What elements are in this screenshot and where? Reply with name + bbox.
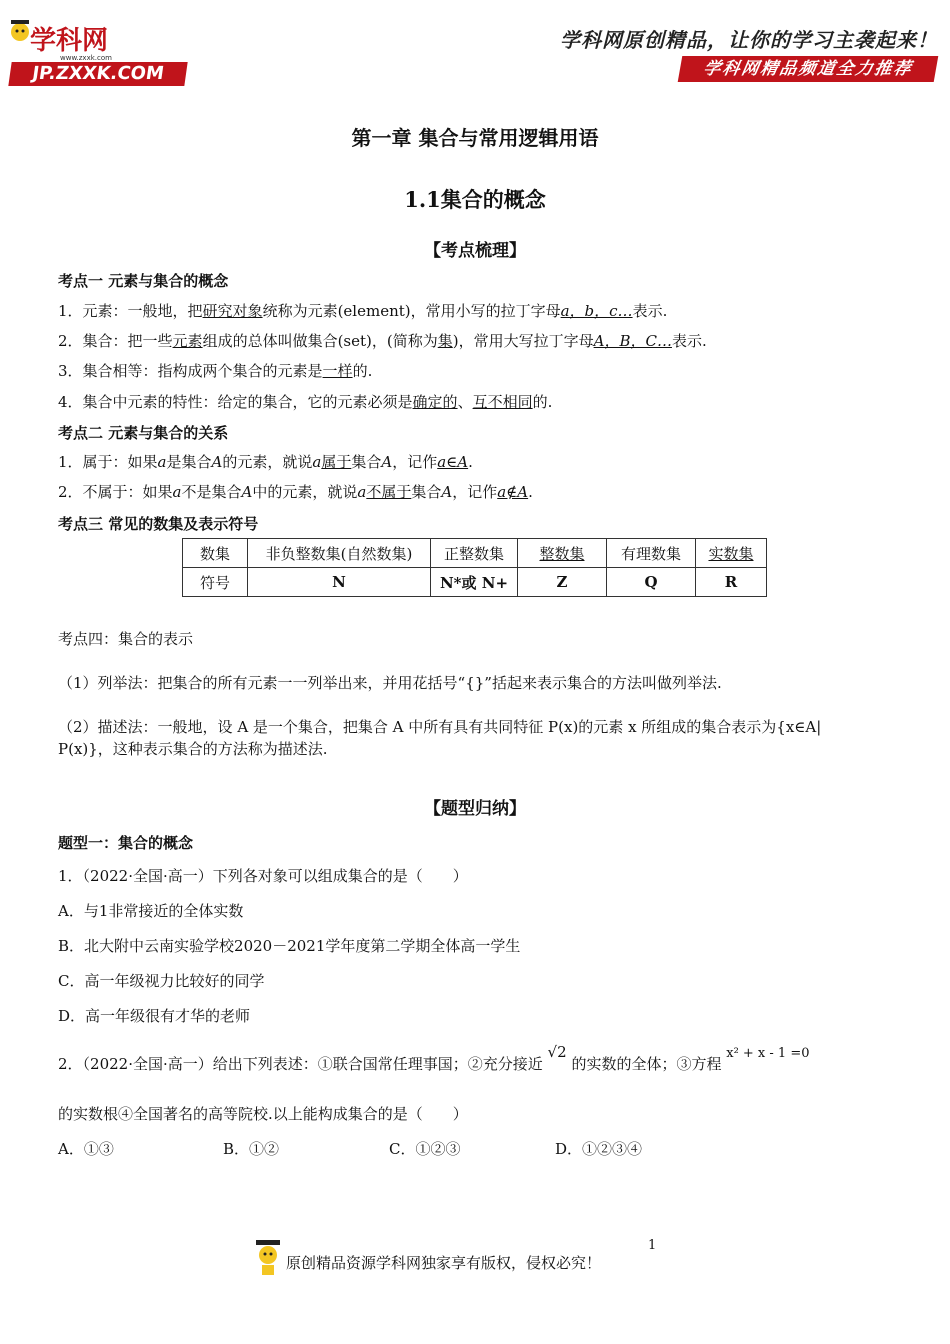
number-set-table (182, 538, 767, 597)
question-1: 1．（2022·全国·高一）下列各对象可以组成集合的是（ ） (58, 867, 468, 885)
table-cell: Z (518, 568, 607, 597)
q1-option-d: D．高一年级很有才华的老师 (58, 1007, 251, 1025)
chapter-title: 第一章 集合与常用逻辑用语 (351, 126, 599, 150)
table-cell: 实数集 (696, 539, 767, 568)
table-cell: 数集 (183, 539, 248, 568)
q1-option-b: B．北大附中云南实验学校2020－2021学年度第二学期全体高一学生 (58, 937, 521, 955)
k2-heading: 考点二 元素与集合的关系 (58, 424, 229, 442)
logo (8, 18, 188, 86)
q1-option-a: A．与1非常接近的全体实数 (58, 902, 244, 920)
logo-bar: JP.ZXXK.COM (8, 62, 187, 86)
recommend-banner: 学科网精品频道全力推荐 (678, 56, 939, 82)
tixing-title: 【题型归纳】 (424, 799, 526, 819)
k4-heading: 考点四：集合的表示 (58, 630, 194, 648)
slogan: 学科网原创精品，让你的学习主袭起来！ (560, 28, 938, 52)
k4-line1: （1）列举法：把集合的所有元素一一列举出来，并用花括号“{}”括起来表示集合的方法叫做列举法. (58, 674, 722, 692)
table-cell: 正整数集 (431, 539, 518, 568)
k2-line2: 2．不属于：如果a不是集合A中的元素，就说a不属于集合A，记作a∉A. (58, 483, 533, 501)
q2-option-c: C．①②③ (389, 1140, 461, 1158)
k1-line3: 3．集合相等：指构成两个集合的元素是一样的. (58, 362, 373, 380)
question-2: 2．（2022·全国·高一）给出下列表述：①联合国常任理事国；②充分接近 √2 的实数的全体；③方程 x² + x - 1 =0 (58, 1043, 810, 1073)
section-title: 1.1集合的概念 (404, 187, 546, 212)
table-cell: Q (607, 568, 696, 597)
k3-heading: 考点三 常见的数集及表示符号 (58, 515, 259, 533)
mascot-icon (8, 18, 32, 52)
q2-option-d: D．①②③④ (555, 1140, 643, 1158)
question-2-cont: 的实数根④全国著名的高等院校.以上能构成集合的是（ ） (58, 1105, 468, 1123)
table-cell: R (696, 568, 767, 597)
q2-option-b: B．①② (223, 1140, 280, 1158)
table-row (183, 568, 767, 597)
table-cell: 非负整数集(自然数集) (248, 539, 431, 568)
equation: x² + x - 1 =0 (726, 1046, 810, 1061)
table-row (183, 539, 767, 568)
k4-line2b: P(x)}，这种表示集合的方法称为描述法. (58, 740, 328, 758)
logo-url: www.zxxk.com (60, 54, 112, 62)
table-cell: 符号 (183, 568, 248, 597)
k1-line2: 2．集合：把一些元素组成的总体叫做集合(set)，(简称为集)，常用大写拉丁字母A，B，C…表示. (58, 332, 707, 350)
table-cell: 有理数集 (607, 539, 696, 568)
copyright-footer: 原创精品资源学科网独家享有版权，侵权必究！ (286, 1254, 602, 1272)
sqrt-two: √2 (547, 1043, 567, 1061)
k4-line2a: （2）描述法：一般地，设 A 是一个集合，把集合 A 中所有具有共同特征 P(x)的元素 x 所组成的集合表示为{x∈A| (58, 718, 822, 736)
k1-heading: 考点一 元素与集合的概念 (58, 272, 229, 290)
logo-text: 学科网 (30, 26, 109, 56)
q1-option-c: C．高一年级视力比较好的同学 (58, 972, 265, 990)
table-cell: N*或 N+ (431, 568, 518, 597)
tixing1-heading: 题型一：集合的概念 (58, 834, 194, 852)
k1-line4: 4．集合中元素的特性：给定的集合，它的元素必须是确定的、互不相同的. (58, 393, 553, 411)
table-cell: N (248, 568, 431, 597)
q2-options (58, 1138, 642, 1159)
q2-option-a: A．①③ (58, 1140, 114, 1158)
mascot-icon (254, 1238, 282, 1278)
page-number: 1 (648, 1238, 657, 1253)
table-cell: 整数集 (518, 539, 607, 568)
kaodian-title: 【考点梳理】 (424, 241, 526, 261)
k1-line1: 1．元素：一般地，把研究对象统称为元素(element)，常用小写的拉丁字母a，b，c…表示. (58, 302, 668, 320)
k2-line1: 1．属于：如果a是集合A的元素，就说a属于集合A，记作a∈A. (58, 453, 473, 471)
